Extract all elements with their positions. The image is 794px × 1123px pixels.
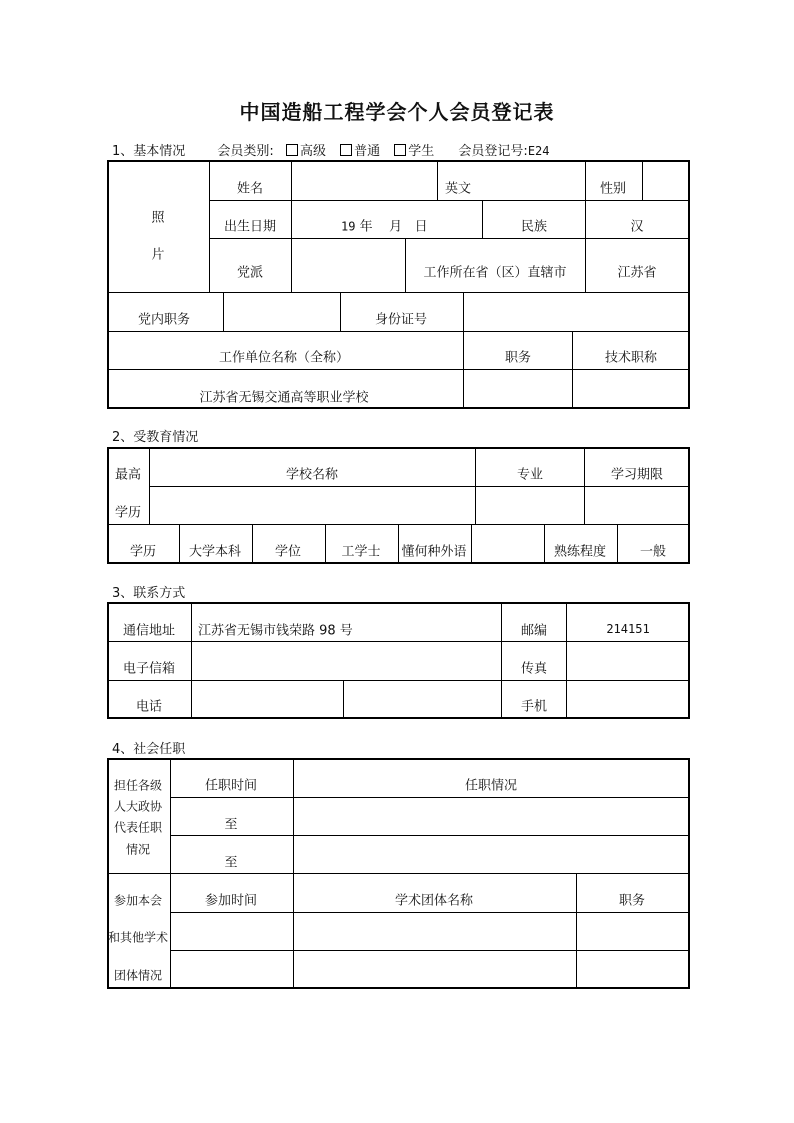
section-1-heading: 1、基本情况 (112, 144, 186, 159)
language-label: 懂何种外语 (401, 544, 467, 560)
checkbox-icon[interactable] (286, 144, 298, 156)
member-type-senior[interactable]: 高级 (286, 140, 326, 159)
member-type-regular[interactable]: 普通 (340, 140, 380, 159)
proficiency-value[interactable]: 一般 (639, 544, 667, 560)
proficiency-label: 熟练程度 (553, 544, 607, 560)
id-number-label: 身份证号 (374, 312, 428, 328)
contact-table (107, 602, 690, 719)
term-to-1: 至 (224, 817, 238, 833)
org-post-label: 职务 (618, 893, 646, 909)
npc-label-1: 担任各级 (113, 778, 163, 793)
postcode-value[interactable]: 214151 (606, 622, 650, 636)
ethnicity-label: 民族 (520, 219, 548, 235)
term-detail-label: 任职情况 (464, 778, 518, 794)
english-label: 英文 (445, 181, 472, 197)
npc-label-3: 代表任职 (113, 820, 163, 835)
section-1-heading-row (112, 140, 550, 159)
tech-title-label: 技术职称 (604, 350, 658, 366)
npc-label-4: 情况 (125, 842, 151, 857)
position-label: 职务 (504, 350, 532, 366)
assoc-label-1: 参加本会 (113, 893, 163, 908)
degree-edu-value[interactable]: 大学本科 (188, 544, 242, 560)
reg-no-value: E24 (527, 144, 550, 158)
assoc-label-2: 和其他学术 (107, 930, 169, 945)
member-type-label: 会员类别: (217, 144, 274, 159)
period-label: 学习期限 (610, 467, 664, 483)
birth-date-value[interactable]: 19 年 月 日 (341, 219, 428, 235)
school-label: 学校名称 (285, 467, 339, 483)
assoc-label-3: 团体情况 (113, 968, 163, 983)
address-value[interactable]: 江苏省无锡市钱荣路 98 号 (198, 623, 353, 639)
party-label: 党派 (236, 265, 264, 281)
page-title: 中国造船工程学会个人会员登记表 (239, 100, 555, 124)
join-time-label: 参加时间 (204, 893, 258, 909)
birth-date-label: 出生日期 (223, 219, 277, 235)
member-type-student[interactable]: 学生 (394, 140, 434, 159)
degree-edu-label: 学历 (129, 544, 157, 560)
section-3-heading: 3、联系方式 (112, 586, 186, 601)
photo-label-2: 片 (151, 247, 165, 263)
degree-value[interactable]: 工学士 (341, 544, 381, 560)
term-time-label: 任职时间 (204, 778, 258, 794)
province-label: 工作所在省（区）直辖市 (423, 265, 567, 281)
degree-label: 学位 (274, 544, 302, 560)
employer-value[interactable]: 江苏省无锡交通高等职业学校 (199, 390, 369, 406)
org-name-label: 学术团体名称 (394, 893, 474, 909)
section-2-heading: 2、受教育情况 (112, 430, 199, 445)
npc-label-2: 人大政协 (113, 799, 163, 814)
postcode-label: 邮编 (520, 623, 548, 639)
fax-label: 传真 (520, 661, 548, 677)
phone-label: 电话 (135, 699, 163, 715)
employer-label: 工作单位名称（全称） (218, 350, 350, 366)
checkbox-icon[interactable] (394, 144, 406, 156)
ethnicity-value[interactable]: 汉 (630, 219, 644, 235)
major-label: 专业 (516, 467, 544, 483)
reg-no-label: 会员登记号: (458, 144, 528, 159)
photo-label-1: 照 (151, 210, 165, 226)
gender-label: 性别 (599, 181, 627, 197)
party-post-label: 党内职务 (137, 312, 191, 328)
highest-label-2: 学历 (114, 505, 142, 521)
basic-info-table (107, 160, 690, 409)
name-label: 姓名 (236, 181, 264, 197)
term-to-2: 至 (224, 855, 238, 871)
address-label: 通信地址 (122, 623, 176, 639)
section-4-heading: 4、社会任职 (112, 742, 186, 757)
highest-label-1: 最高 (114, 467, 142, 483)
province-value[interactable]: 江苏省 (617, 265, 657, 281)
email-label: 电子信箱 (122, 661, 176, 677)
mobile-label: 手机 (520, 699, 548, 715)
checkbox-icon[interactable] (340, 144, 352, 156)
